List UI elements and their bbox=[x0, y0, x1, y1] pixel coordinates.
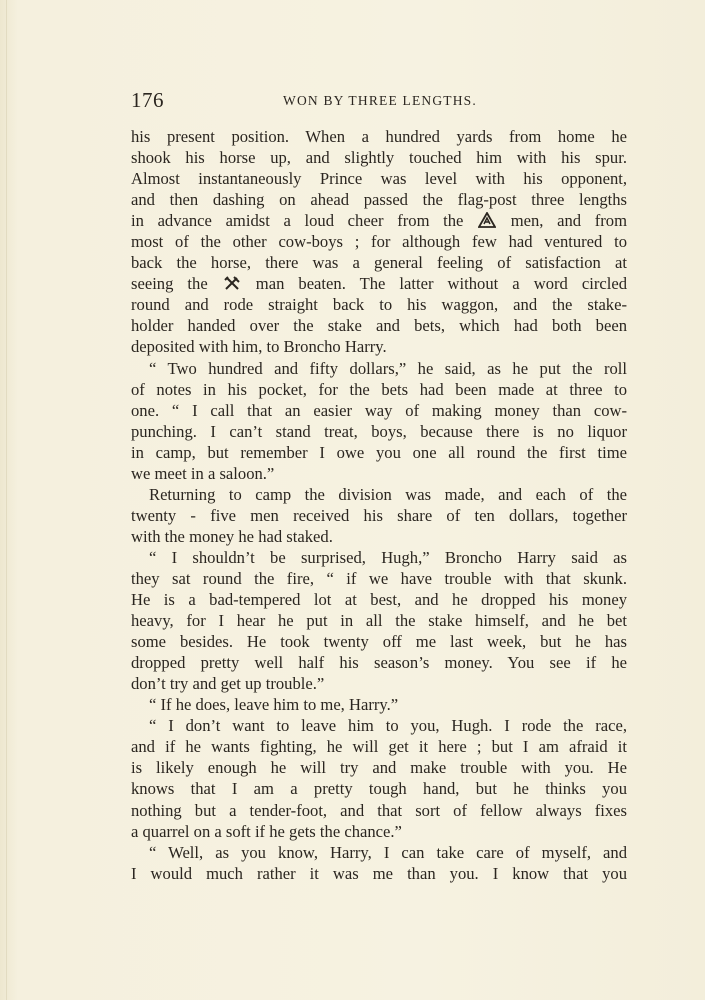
text-line: “ If he does, leave him to me, Harry.” bbox=[149, 695, 399, 715]
text-line: and if he wants fighting, he will get it here ; but I am afraid it bbox=[131, 737, 627, 757]
text-line: a quarrel on a soft if he gets the chance.” bbox=[131, 821, 402, 841]
text-line: Almost instantaneously Prince was level with his opponent, bbox=[131, 169, 627, 189]
text-line-segment: in advance amidst a loud cheer from the bbox=[131, 211, 478, 231]
text-line: He is a bad-tempered lot at best, and he dropped his money bbox=[131, 590, 627, 610]
text-line: dropped pretty well half his season’s money. You see if he bbox=[131, 653, 627, 673]
text-line: punching. I can’t stand treat, boys, because there is no liquor bbox=[131, 421, 627, 441]
text-line: twenty - five men received his share of ten dollars, together bbox=[131, 505, 627, 525]
triangle-brand-icon bbox=[478, 212, 496, 228]
text-line: one. “ I call that an easier way of making money than cow- bbox=[131, 400, 627, 420]
text-line: back the horse, there was a general feeling of satisfaction at bbox=[131, 253, 627, 273]
running-title: WON BY THREE LENGTHS. bbox=[283, 93, 477, 108]
text-line bbox=[131, 273, 627, 294]
text-line bbox=[131, 210, 627, 231]
text-line: and then dashing on ahead passed the flag-post three lengths bbox=[131, 190, 627, 210]
page-header bbox=[131, 88, 629, 114]
page-number: 176 bbox=[131, 88, 164, 112]
text-line: shook his horse up, and slightly touched him with his spur. bbox=[131, 148, 627, 168]
text-line: his present position. When a hundred yards from home he bbox=[131, 127, 627, 146]
text-line: we meet in a saloon.” bbox=[131, 463, 275, 483]
text-line: don’t try and get up trouble.” bbox=[131, 674, 325, 694]
text-line: heavy, for I hear he put in all the stake himself, and he bet bbox=[131, 611, 627, 631]
body-text bbox=[131, 126, 627, 884]
text-line: they sat round the fire, “ if we have trouble with that skunk. bbox=[131, 568, 627, 588]
text-line: is likely enough he will try and make trouble with you. He bbox=[131, 758, 627, 778]
text-line: with the money he had staked. bbox=[131, 526, 333, 546]
crossed-tools-brand-icon bbox=[223, 275, 241, 291]
text-line: holder handed over the stake and bets, which had both been bbox=[131, 316, 627, 336]
text-line: in camp, but remember I owe you one all round the first time bbox=[131, 442, 627, 462]
page-edge-shadow bbox=[6, 0, 7, 1000]
text-line-segment: man beaten. The latter without a word circled bbox=[241, 274, 627, 294]
text-line: knows that I am a pretty tough hand, but he thinks you bbox=[131, 779, 627, 799]
text-line: “ Well, as you know, Harry, I can take care of myself, and bbox=[149, 842, 627, 862]
text-line: “ I don’t want to leave him to you, Hugh. I rode the race, bbox=[149, 716, 627, 736]
text-line: round and rode straight back to his waggon, and the stake- bbox=[131, 295, 627, 315]
text-line: nothing but a tender-foot, and that sort of fellow always fixes bbox=[131, 800, 627, 820]
text-line: of notes in his pocket, for the bets had been made at three to bbox=[131, 379, 627, 399]
text-line: most of the other cow-boys ; for although few had ventured to bbox=[131, 232, 627, 252]
text-line-segment: seeing the bbox=[131, 274, 222, 294]
text-line: some besides. He took twenty off me last week, but he has bbox=[131, 632, 627, 652]
text-line: Returning to camp the division was made, and each of the bbox=[149, 484, 627, 504]
text-line: “ Two hundred and fifty dollars,” he said, as he put the roll bbox=[149, 358, 627, 378]
text-line: “ I shouldn’t be surprised, Hugh,” Broncho Harry said as bbox=[149, 547, 627, 567]
text-line: I would much rather it was me than you. I know that you bbox=[131, 863, 627, 883]
text-line-segment: men, and from bbox=[497, 211, 627, 231]
text-line: deposited with him, to Broncho Harry. bbox=[131, 337, 387, 357]
